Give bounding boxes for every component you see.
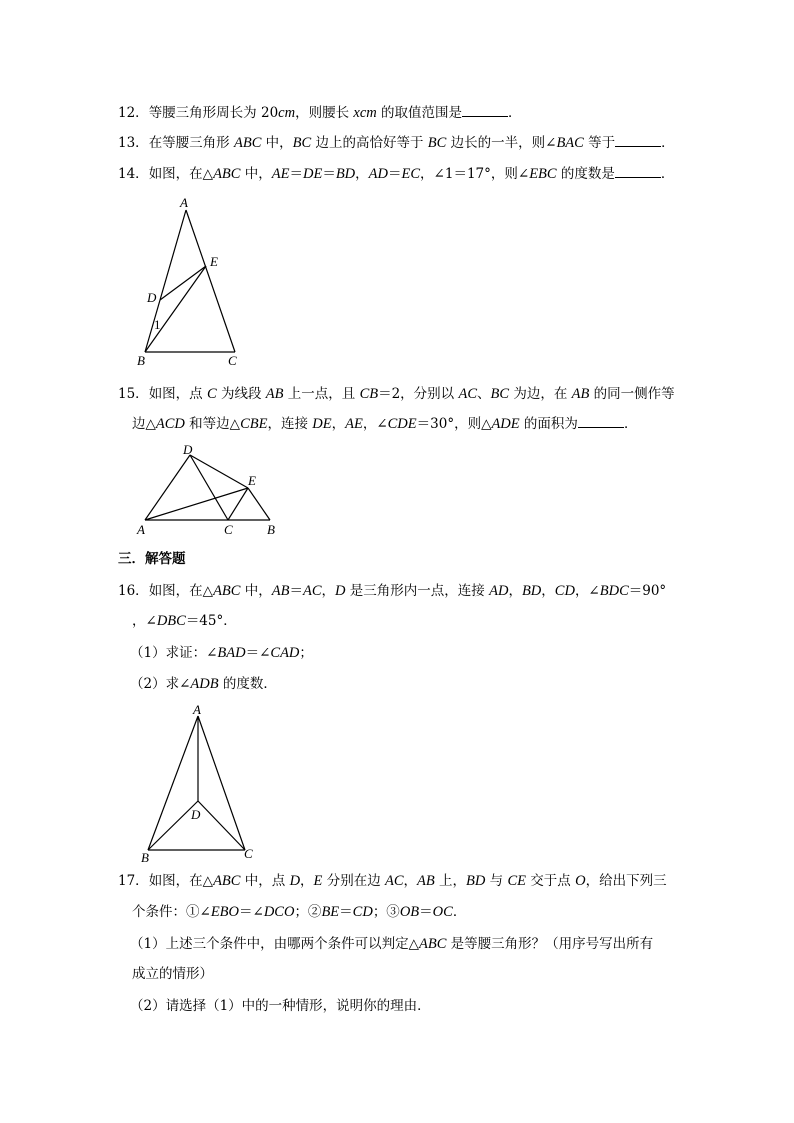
variable: OC bbox=[432, 904, 453, 920]
label-d: D bbox=[147, 290, 157, 305]
label-d: D bbox=[191, 807, 201, 822]
variable: AE bbox=[271, 166, 290, 182]
label-a: A bbox=[137, 522, 145, 537]
label-c: C bbox=[224, 522, 233, 537]
question-number: 17． bbox=[118, 873, 149, 889]
text: ． bbox=[452, 904, 467, 920]
text: 中， bbox=[261, 135, 293, 151]
text: 为线段 bbox=[216, 386, 266, 402]
variable: ABC bbox=[233, 135, 262, 151]
text: 在等腰三角形 bbox=[148, 135, 234, 151]
variable: BD bbox=[466, 873, 486, 889]
text: ，∠ bbox=[132, 613, 157, 629]
variable: AC bbox=[458, 386, 478, 402]
text: 个条件：①∠ bbox=[132, 904, 211, 920]
variable: E bbox=[313, 873, 323, 889]
text: ， bbox=[508, 583, 522, 599]
variable: EBC bbox=[529, 166, 557, 182]
text: 的度数是 bbox=[556, 166, 615, 182]
variable: BC bbox=[427, 135, 447, 151]
text: ． bbox=[661, 135, 675, 151]
variable: D bbox=[289, 873, 301, 889]
text: ，连接 bbox=[267, 416, 313, 432]
text: ＝90° bbox=[628, 583, 667, 599]
text: 边△ bbox=[132, 416, 156, 432]
text: ， bbox=[321, 583, 336, 599]
variable: AB bbox=[417, 873, 435, 889]
text: ；③ bbox=[372, 904, 400, 920]
variable: O bbox=[575, 873, 586, 889]
text: 等腰三角形周长为 bbox=[148, 105, 261, 121]
value: 20 bbox=[260, 105, 279, 121]
text: ；② bbox=[294, 904, 322, 920]
variable: AD bbox=[489, 583, 509, 599]
label-e: E bbox=[210, 254, 218, 269]
text: （1）上述三个条件中，由哪两个条件可以判定△ bbox=[130, 936, 419, 952]
text: 是等腰三角形？（用序号写出所有 bbox=[446, 936, 654, 952]
text: ＝ bbox=[339, 904, 353, 920]
variable: DBC bbox=[156, 613, 186, 629]
variable: EBO bbox=[210, 904, 239, 920]
segment-ab bbox=[148, 716, 198, 850]
question-number: 13． bbox=[118, 135, 149, 151]
text: 如图，在△ bbox=[148, 873, 214, 889]
text: 等于 bbox=[583, 135, 616, 151]
text: ； bbox=[299, 645, 313, 661]
text: ＝ bbox=[289, 583, 303, 599]
text: ＝2，分别以 bbox=[378, 386, 459, 402]
label-b: B bbox=[141, 850, 149, 865]
variable: ADB bbox=[190, 676, 219, 692]
variable: ABC bbox=[213, 166, 241, 182]
question-number: 14． bbox=[118, 166, 149, 182]
text: 与 bbox=[485, 873, 508, 889]
variable: BDC bbox=[599, 583, 629, 599]
text: 、 bbox=[477, 386, 491, 402]
text: 的取值范围是 bbox=[376, 105, 463, 121]
variable: xcm bbox=[353, 105, 377, 121]
text: （1）求证：∠ bbox=[130, 645, 218, 661]
question-17-line-2 bbox=[132, 902, 466, 922]
text: ，∠ bbox=[362, 416, 388, 432]
label-a: A bbox=[180, 195, 188, 210]
text: ＝ bbox=[289, 166, 303, 182]
text: ＝45°． bbox=[185, 613, 237, 629]
variable: BC bbox=[292, 135, 312, 151]
variable: AC bbox=[385, 873, 404, 889]
text: ，给出下列三 bbox=[585, 873, 667, 889]
text: ， bbox=[300, 873, 314, 889]
question-17-line-1 bbox=[118, 871, 667, 891]
text: ＝ bbox=[419, 904, 433, 920]
segment-cd bbox=[198, 801, 245, 850]
text: 中， bbox=[240, 166, 272, 182]
label-angle-1: 1 bbox=[154, 317, 161, 332]
variable: AB bbox=[271, 583, 290, 599]
variable: CD bbox=[554, 583, 575, 599]
variable: OB bbox=[399, 904, 420, 920]
variable: CE bbox=[507, 873, 527, 889]
text: ，∠ bbox=[574, 583, 600, 599]
variable: DE bbox=[302, 166, 323, 182]
variable: CAD bbox=[270, 645, 300, 661]
variable: CB bbox=[359, 386, 379, 402]
variable: EC bbox=[401, 166, 421, 182]
text: ，∠1＝17°，则∠ bbox=[420, 166, 530, 182]
variable: AB bbox=[265, 386, 284, 402]
variable: AC bbox=[302, 583, 322, 599]
question-number: 12． bbox=[118, 105, 149, 121]
section-heading: 三．解答题 bbox=[118, 551, 186, 567]
question-17-part-1-line-2 bbox=[132, 964, 213, 984]
text: 如图，在△ bbox=[148, 166, 214, 182]
text: 如图，点 bbox=[148, 386, 207, 402]
variable: CD bbox=[352, 904, 373, 920]
text: 分别在边 bbox=[322, 873, 385, 889]
variable: AD bbox=[368, 166, 389, 182]
label-b: B bbox=[137, 353, 145, 368]
text: 边长的一半，则∠ bbox=[446, 135, 557, 151]
variable: DCO bbox=[263, 904, 295, 920]
variable: BD bbox=[521, 583, 542, 599]
question-number: 15． bbox=[118, 386, 149, 402]
label-e: E bbox=[248, 473, 256, 488]
question-number: 16． bbox=[118, 583, 149, 599]
label-b: B bbox=[267, 522, 275, 537]
text: 的度数． bbox=[218, 676, 277, 692]
text: 上一点，且 bbox=[283, 386, 360, 402]
text: ，则腰长 bbox=[295, 105, 354, 121]
text: ＝ bbox=[322, 166, 336, 182]
text: ， bbox=[403, 873, 418, 889]
variable: BC bbox=[490, 386, 510, 402]
text: 交于点 bbox=[526, 873, 576, 889]
text: 边上的高恰好等于 bbox=[311, 135, 428, 151]
variable: ABC bbox=[418, 936, 447, 952]
variable: ADE bbox=[491, 416, 520, 432]
variable: ABC bbox=[213, 873, 241, 889]
label-c: C bbox=[244, 846, 253, 861]
text: ． bbox=[623, 416, 638, 432]
text: ＝∠ bbox=[239, 904, 264, 920]
text: 如图，在△ bbox=[148, 583, 214, 599]
variable: BAD bbox=[217, 645, 246, 661]
segment-ac bbox=[198, 716, 245, 850]
text: ． bbox=[660, 166, 675, 182]
question-17-part-1-line-1 bbox=[130, 934, 653, 954]
text: 为边，在 bbox=[509, 386, 572, 402]
label-d: D bbox=[183, 442, 193, 457]
text: （2）请选择（1）中的一种情形，说明你的理由． bbox=[130, 998, 431, 1014]
text: ， bbox=[541, 583, 555, 599]
text: ＝∠ bbox=[245, 645, 271, 661]
label-c: C bbox=[228, 353, 237, 368]
text: 成立的情形） bbox=[132, 966, 213, 982]
text: ， bbox=[331, 416, 346, 432]
variable: CDE bbox=[387, 416, 417, 432]
text: 是三角形内一点，连接 bbox=[345, 583, 490, 599]
text: 上， bbox=[434, 873, 467, 889]
variable: BE bbox=[321, 904, 340, 920]
variable: ACD bbox=[155, 416, 185, 432]
unit: cm bbox=[278, 105, 296, 121]
text: ． bbox=[508, 105, 522, 121]
text: ， bbox=[355, 166, 369, 182]
text: 和等边△ bbox=[184, 416, 241, 432]
variable: ABC bbox=[213, 583, 241, 599]
variable: C bbox=[206, 386, 217, 402]
text: 中， bbox=[240, 583, 272, 599]
variable: BD bbox=[335, 166, 356, 182]
text: 的面积为 bbox=[519, 416, 578, 432]
variable: AE bbox=[345, 416, 363, 432]
text: 中，点 bbox=[240, 873, 290, 889]
text: 的同一侧作等 bbox=[589, 386, 675, 402]
variable: CBE bbox=[240, 416, 268, 432]
label-a: A bbox=[193, 702, 201, 717]
variable: D bbox=[335, 583, 346, 599]
variable: AB bbox=[571, 386, 590, 402]
variable: BAC bbox=[556, 135, 584, 151]
text: ＝ bbox=[388, 166, 402, 182]
variable: DE bbox=[312, 416, 332, 432]
question-17-part-2 bbox=[130, 996, 431, 1016]
text: （2）求∠ bbox=[130, 676, 191, 692]
text: ＝30°，则△ bbox=[416, 416, 492, 432]
